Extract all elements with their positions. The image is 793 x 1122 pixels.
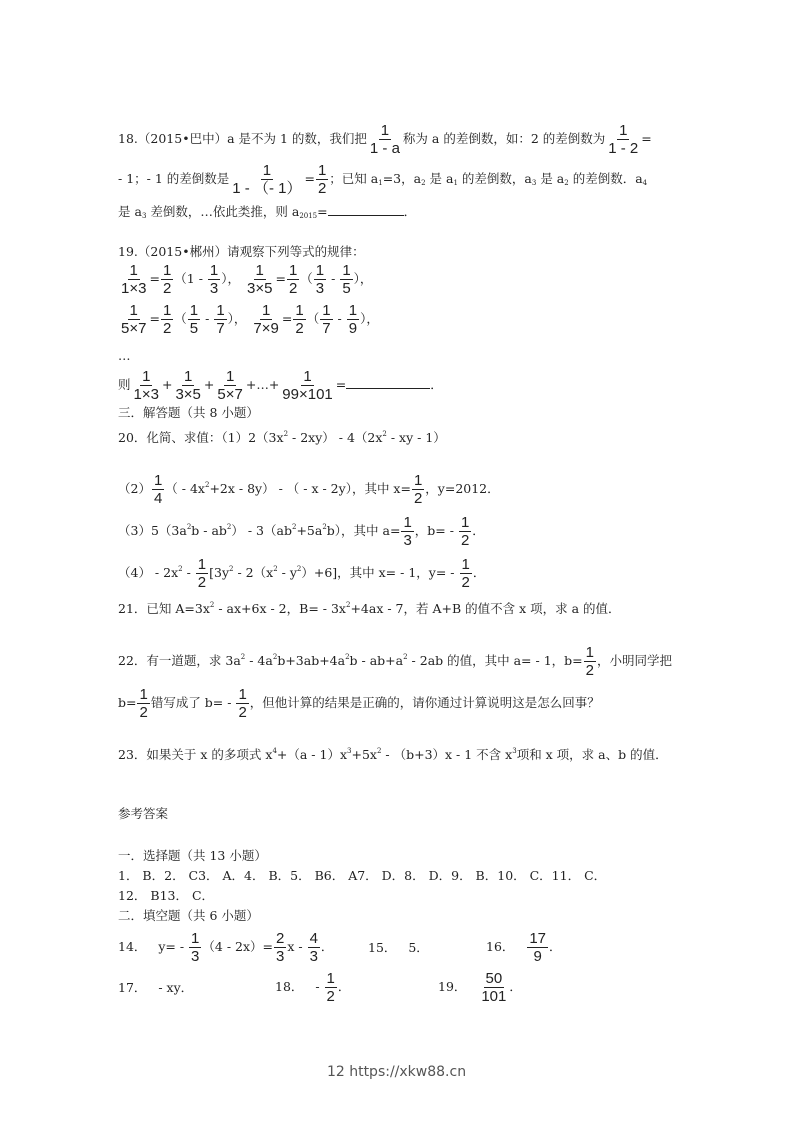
q22-line-1 — [118, 644, 672, 679]
fraction-numerator: 1 — [191, 930, 200, 947]
fill-answer-15 — [368, 940, 429, 956]
fraction — [119, 262, 148, 297]
fraction — [161, 262, 173, 297]
q20-part-4 — [118, 556, 485, 591]
text-segment: ． — [549, 939, 562, 954]
fraction-numerator: 1 — [197, 556, 207, 573]
fraction-denominator: 3×5 — [175, 386, 201, 403]
exponent: 2 — [272, 653, 278, 661]
section-3-title: 三．解答题（共 8 小题） — [118, 405, 259, 420]
q20-part-2 — [118, 472, 500, 507]
fraction — [325, 970, 337, 1005]
text-segment: 20．化简、求值：（1）2（3x — [118, 430, 284, 445]
fill-answer-17 — [118, 980, 193, 996]
text-segment: ． — [509, 979, 522, 994]
fraction-numerator: 1 — [209, 262, 219, 279]
fraction — [230, 162, 303, 197]
fraction — [316, 162, 328, 197]
q19-row-1: $\frac{1}{1\times 3}$ = $\frac{1}{2}$ （1 - $\frac{1}{3}$ ）， $\frac{1}{3\times 5}$ = $\frac{1}{2}$ （ $\frac{1}{3}$ - $\frac{1}{5}$ ）， — [121, 262, 373, 297]
fraction-denominator: 3×5 — [247, 280, 273, 297]
text-segment: - 4a — [245, 653, 273, 668]
exponent: 2 — [178, 565, 183, 573]
fraction — [188, 302, 200, 337]
text-segment: （ — [174, 311, 187, 326]
fraction — [460, 556, 472, 591]
fraction-denominator: 2 — [461, 574, 470, 591]
answers-section-2: 二．填空题（共 6 小题） — [118, 908, 259, 923]
text-segment: 是 a — [536, 171, 565, 186]
text-segment: 是 a — [425, 171, 454, 186]
fraction-denominator: 2 — [326, 988, 335, 1005]
q20-part-3 — [118, 514, 485, 549]
fraction-denominator: 2 — [162, 320, 172, 337]
fraction — [308, 930, 320, 965]
fraction — [152, 472, 164, 507]
text-segment: 21．已知 A=3x — [118, 601, 210, 616]
text-segment: ． — [472, 565, 486, 580]
fraction — [340, 262, 352, 297]
text-segment: ． — [337, 979, 351, 994]
fraction-denominator: 2 — [162, 280, 172, 297]
text-segment: 错写成了 b= - — [150, 695, 236, 710]
text-segment: （3）5（3a — [118, 523, 187, 538]
text-segment: +4ax - 7，若 A+B 的值不含 x 项，求 a 的值． — [350, 601, 621, 616]
q19-sum — [118, 368, 443, 403]
text-segment: - （b+3）x - 1 不含 x — [381, 747, 513, 762]
text-segment: ）， — [360, 311, 379, 326]
fraction-denominator: 99×101 — [282, 386, 333, 403]
fraction — [196, 556, 208, 591]
text-segment: （4） - 2x — [118, 565, 179, 580]
fraction — [189, 930, 201, 965]
text-segment: +5x — [351, 747, 377, 762]
fraction-numerator: 2 — [276, 930, 285, 947]
fraction-denominator: 1×3 — [133, 386, 159, 403]
fraction — [137, 686, 149, 721]
exponent: 3 — [347, 747, 352, 755]
exponent: 2 — [229, 565, 234, 573]
exponent: 2 — [291, 523, 297, 531]
fraction — [274, 930, 286, 965]
fraction-numerator: 1 — [225, 368, 235, 385]
q18-line-3 — [118, 204, 416, 224]
text-segment: （4 - 2x）= — [202, 939, 273, 954]
fraction-denominator: 3 — [191, 948, 200, 965]
text-segment: - 2xy） - 4（2x — [288, 430, 383, 445]
fraction — [251, 302, 280, 337]
text-segment: ）+6]，其中 x= - 1，y= - — [301, 565, 459, 580]
fraction-numerator: 1 — [322, 302, 331, 319]
mc-answers-line-2: 12． B13． C． — [118, 888, 215, 903]
fraction-denominator: 2 — [585, 662, 594, 679]
fraction-denominator: 7×9 — [253, 320, 279, 337]
fraction — [368, 122, 402, 157]
subscript: 2015 — [299, 212, 318, 220]
q19-header: 19.（2015•郴州）请观察下列等式的规律： — [118, 244, 365, 259]
fraction — [412, 472, 424, 507]
text-segment: （1 - — [174, 271, 207, 286]
fill-answer-16 — [486, 930, 562, 965]
answer-blank[interactable] — [328, 215, 404, 216]
text-segment: 23．如果关于 x 的多项式 x — [118, 747, 273, 762]
text-segment: （ - 4x — [165, 481, 205, 496]
fraction-denominator: 5×7 — [217, 386, 243, 403]
text-segment: ）， — [221, 271, 241, 286]
q19-row-2: $\frac{1}{5\times 7}$ = $\frac{1}{2}$ （ $\frac{1}{5}$ - $\frac{1}{7}$ ）， $\frac{1}{7\times 9}$ = $\frac{1}{2}$ （ $\frac{1}{7}$ - $\frac{1}{9}$ ）， — [121, 302, 379, 337]
text-segment: = — [304, 171, 315, 186]
fraction-numerator: 1 — [317, 162, 327, 179]
fraction-denominator: 3 — [276, 948, 285, 965]
fraction-numerator: 1 — [162, 302, 172, 319]
fraction-denominator: 2 — [139, 704, 148, 721]
text-segment: 的差倒数，a — [457, 171, 532, 186]
question-21 — [118, 597, 621, 617]
text-segment: [3y — [209, 565, 230, 580]
text-segment: + — [203, 377, 215, 392]
exponent: 2 — [296, 565, 302, 573]
fill-answer-14 — [118, 930, 333, 965]
text-segment: ） - 3（ab — [231, 523, 292, 538]
text-segment: = — [335, 377, 347, 392]
text-segment: ，y=2012． — [425, 481, 500, 496]
exponent: 2 — [240, 653, 246, 661]
fraction — [293, 302, 305, 337]
fraction-numerator: 4 — [309, 930, 318, 947]
fraction — [320, 302, 332, 337]
q18-line-1 — [118, 122, 652, 157]
text-segment: - — [182, 565, 195, 580]
subscript: 3 — [531, 179, 537, 187]
text-segment: ． — [403, 204, 417, 219]
text-segment: - y — [277, 565, 297, 580]
text-segment: - xy． — [158, 980, 194, 995]
fraction — [214, 302, 226, 337]
fill-answer-19 — [438, 970, 522, 1005]
fraction-numerator: 1 — [403, 514, 412, 531]
answers-title: 参考答案 — [118, 806, 169, 821]
fraction — [527, 930, 548, 965]
fraction — [132, 368, 161, 403]
mc-answers-line-1: 1． B．2． C3． A．4． B．5． B6． A7． D．8． D．9． B．10． C．11． C． — [118, 868, 607, 883]
text-segment: 16． — [486, 939, 515, 954]
fraction-numerator: 1 — [255, 262, 264, 279]
fraction-numerator: 1 — [342, 262, 351, 279]
fraction — [347, 302, 359, 337]
text-segment: b+3ab+4a — [277, 653, 346, 668]
fraction — [287, 262, 299, 297]
fraction-numerator: 1 — [315, 262, 325, 279]
subscript: 2 — [421, 179, 426, 187]
fraction-numerator: 1 — [326, 970, 335, 987]
fraction-numerator: 1 — [619, 122, 628, 139]
exponent: 2 — [376, 747, 382, 755]
text-segment: （2） — [118, 481, 151, 496]
exponent: 2 — [403, 653, 408, 661]
text-segment: 项和 x 项，求 a、b 的值． — [516, 747, 668, 762]
fraction-numerator: 1 — [189, 302, 199, 319]
subscript: 3 — [141, 212, 147, 220]
fraction — [215, 368, 244, 403]
fraction-denominator: 2 — [460, 532, 470, 549]
q18-source: （2015•巴中） — [137, 131, 228, 146]
text-segment: ）， — [227, 311, 247, 326]
text-segment: +…+ — [245, 377, 280, 392]
q22-line-2 — [118, 686, 600, 721]
text-segment: ，但他计算的结果是正确的，请你通过计算说明这是怎么回事？ — [249, 695, 600, 710]
text-segment: b），其中 a= — [326, 523, 401, 538]
text-segment: +2x - 8y） - （ - x - 2y），其中 x= — [209, 481, 411, 496]
fraction-denominator: 7 — [322, 320, 331, 337]
text-segment: ；已知 a — [329, 171, 379, 186]
fraction-denominator: 7 — [216, 320, 225, 337]
text-segment: 的差倒数．a — [568, 171, 643, 186]
fraction — [479, 970, 508, 1005]
fraction — [584, 644, 596, 679]
fraction-denominator: 2 — [288, 280, 298, 297]
fraction-numerator: 1 — [303, 368, 312, 385]
text-segment: - ax+6x - 2，B= - 3x — [214, 601, 346, 616]
fraction — [401, 514, 413, 549]
text-segment: ，b= - — [414, 523, 458, 538]
fraction — [245, 262, 274, 297]
text-segment: 14． — [118, 939, 147, 954]
text-segment: - — [315, 979, 324, 994]
exponent: 3 — [512, 747, 517, 755]
fraction-numerator: 1 — [288, 262, 298, 279]
text-segment: ． — [320, 939, 334, 954]
fraction-denominator: 1 - 2 — [608, 140, 639, 157]
exponent: 2 — [226, 523, 232, 531]
fraction-numerator: 1 — [139, 686, 148, 703]
answer-blank[interactable] — [346, 388, 430, 389]
fraction-numerator: 1 — [153, 472, 163, 489]
fraction-numerator: 1 — [162, 262, 172, 279]
text-segment: + — [161, 377, 173, 392]
exponent: 2 — [382, 430, 387, 438]
text-segment: 15． — [368, 940, 397, 955]
q18-text: - 1；- 1 的差倒数是 — [118, 171, 230, 186]
fraction-denominator: 2 — [413, 490, 423, 507]
fraction-denominator: 1 - （- 1） — [232, 180, 302, 197]
fraction-denominator: 101 — [481, 988, 507, 1005]
exponent: 2 — [209, 601, 215, 609]
question-23 — [118, 743, 668, 763]
fraction — [208, 262, 220, 297]
subscript: 2 — [564, 179, 569, 187]
fraction-denominator: 2 — [197, 574, 207, 591]
exponent: 2 — [283, 430, 289, 438]
fraction — [280, 368, 334, 403]
text-segment: 17． — [118, 980, 147, 995]
fraction-denominator: 3 — [403, 532, 412, 549]
fraction — [173, 368, 202, 403]
text-segment: 则 — [118, 377, 131, 392]
q18-number: 18. — [118, 131, 138, 146]
text-segment: （ — [300, 271, 313, 286]
text-segment: 19． — [438, 979, 467, 994]
fraction-numerator: 50 — [485, 970, 503, 987]
fraction-denominator: 1×3 — [121, 280, 147, 297]
fraction-denominator: 5 — [342, 280, 351, 297]
text-segment: - xy - 1） — [386, 430, 446, 445]
text-segment: b - ab+a — [349, 653, 404, 668]
fraction-numerator: 1 — [348, 302, 358, 319]
fraction-numerator: 17 — [529, 930, 547, 947]
exponent: 2 — [204, 481, 210, 489]
fraction-numerator: 1 — [142, 368, 151, 385]
fraction-denominator: 5 — [189, 320, 199, 337]
fraction-numerator: 1 — [129, 302, 138, 319]
exponent: 4 — [272, 747, 277, 755]
text-segment: ）， — [353, 271, 373, 286]
exponent: 2 — [273, 565, 278, 573]
text-segment: 5． — [408, 940, 429, 955]
exponent: 2 — [345, 601, 351, 609]
text-segment: +（a - 1）x — [276, 747, 348, 762]
q18-line-2 — [118, 162, 647, 197]
fraction-numerator: 1 — [585, 644, 594, 661]
subscript: 1 — [378, 179, 383, 187]
text-segment: 22．有一道题，求 3a — [118, 653, 241, 668]
fill-answer-18 — [275, 970, 350, 1005]
fraction-numerator: 1 — [238, 686, 247, 703]
q18-text: = — [641, 131, 652, 146]
fraction-numerator: 1 — [380, 122, 390, 139]
q18-text: 称为 a 的差倒数，如：2 的差倒数为 — [402, 131, 606, 146]
text-segment: x - — [287, 939, 307, 954]
fraction-numerator: 1 — [129, 262, 138, 279]
q20-part-1 — [118, 426, 446, 446]
answers-section-1: 一．选择题（共 13 小题） — [118, 848, 267, 863]
q18-text: a 是不为 1 的数，我们把 — [227, 131, 367, 146]
text-segment: ，小明同学把 — [596, 653, 672, 668]
text-segment: =3，a — [382, 171, 422, 186]
text-segment: b= — [118, 695, 137, 710]
fraction — [236, 686, 248, 721]
fraction-numerator: 1 — [295, 302, 304, 319]
text-segment: 差倒数，…依此类推，则 a — [146, 204, 300, 219]
text-segment: - 2ab 的值，其中 a= - 1，b= — [407, 653, 583, 668]
fraction-denominator: 3 — [315, 280, 325, 297]
fraction — [161, 302, 173, 337]
fraction-numerator: 1 — [184, 368, 193, 385]
fraction-denominator: 5×7 — [121, 320, 147, 337]
fraction-denominator: 2 — [317, 180, 327, 197]
text-segment: b - ab — [191, 523, 227, 538]
fraction — [314, 262, 326, 297]
fraction-numerator: 1 — [216, 302, 225, 319]
fraction-denominator: 2 — [238, 704, 247, 721]
fraction-denominator: 1 - a — [369, 140, 400, 157]
fraction — [606, 122, 640, 157]
text-segment: ． — [430, 377, 443, 392]
exponent: 2 — [186, 523, 192, 531]
q19-ellipsis: … — [118, 348, 131, 363]
subscript: 4 — [642, 179, 648, 187]
text-segment: - 2（x — [233, 565, 274, 580]
text-segment: y= - — [158, 939, 189, 954]
exponent: 2 — [345, 653, 350, 661]
fraction-numerator: 1 — [261, 302, 271, 319]
text-segment: 18． — [275, 979, 304, 994]
text-segment: = — [317, 204, 328, 219]
exponent: 2 — [322, 523, 327, 531]
fraction-denominator: 3 — [309, 948, 318, 965]
fraction — [119, 302, 148, 337]
text-segment: ． — [472, 523, 485, 538]
fraction-numerator: 1 — [460, 514, 470, 531]
fraction-denominator: 4 — [153, 490, 163, 507]
fraction-numerator: 1 — [413, 472, 423, 489]
fraction-numerator: 1 — [262, 162, 272, 179]
fraction-denominator: 2 — [295, 320, 304, 337]
text-segment: （ — [306, 311, 320, 326]
fraction-denominator: 3 — [209, 280, 219, 297]
fraction-denominator: 9 — [533, 948, 542, 965]
fraction-denominator: 9 — [348, 320, 358, 337]
text-segment: 是 a — [118, 204, 142, 219]
text-segment: +5a — [296, 523, 323, 538]
fraction-numerator: 1 — [461, 556, 470, 573]
page-footer: 12 https://xkw88.cn — [326, 1064, 467, 1080]
subscript: 1 — [453, 179, 458, 187]
fraction — [459, 514, 471, 549]
